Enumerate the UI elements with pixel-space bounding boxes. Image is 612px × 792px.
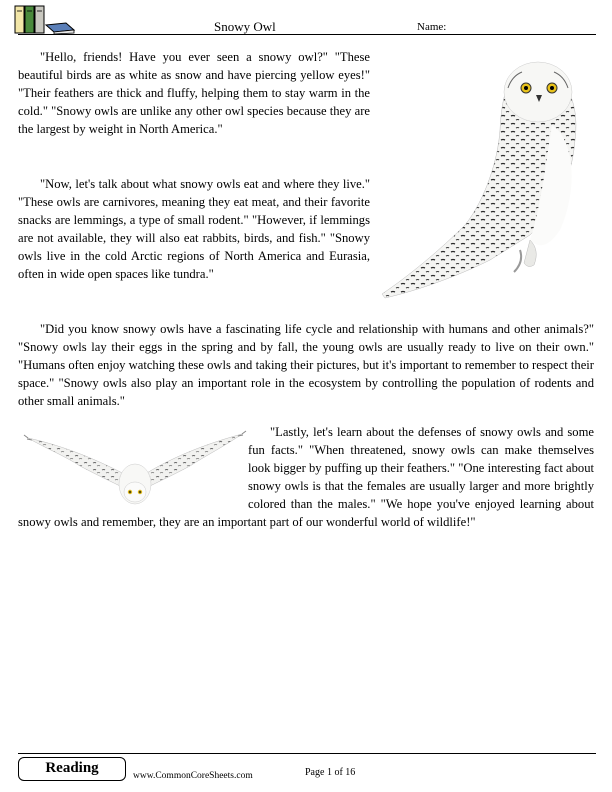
perched-snowy-owl-image <box>380 50 598 300</box>
books-logo-icon <box>14 5 76 35</box>
flying-snowy-owl-image <box>20 426 248 508</box>
header-divider <box>18 34 596 35</box>
page-title: Snowy Owl <box>214 19 276 34</box>
subject-badge: Reading <box>18 757 126 781</box>
footer-divider <box>18 753 596 754</box>
site-url: www.CommonCoreSheets.com <box>133 771 253 781</box>
paragraph-intro: "Hello, friends! Have you ever seen a snowy owl?" "These beautiful birds are as white as snow and have piercing yellow eyes!" "Their feathers are thick and fluffy, helping them to stay warm in the cold." "Snowy owls are unlike any other owl species because they are the largest by weight in North America." <box>18 50 370 136</box>
page-number: Page 1 of 16 <box>305 767 356 778</box>
page-header <box>0 0 612 40</box>
paragraph-life-cycle: "Did you know snowy owls have a fascinating life cycle and relationship with humans and other animals?" "Snowy owls lay their eggs in the spring and by fall, the young owls are usually ready to live on their own." "Humans often enjoy watching these owls and taking their pictures, but it's important to remember to respect their space." "Snowy owls also play an important role in the ecosystem by controlling the population of rodents and other small animals." <box>18 322 594 408</box>
paragraph-diet-habitat: "Now, let's talk about what snowy owls eat and where they live." "These owls are carnivores, meaning they eat meat, and their favorite snacks are lemmings, a type of small rodent." "However, if lemmings are not available, they will also eat rabbits, birds, and fish." "Snowy owls live in the cold Arctic regions of North America and Eurasia, often in wide open spaces like tundra." <box>18 177 370 281</box>
paragraph-defenses-text: "Lastly, let's learn about the defenses of snowy owls and some fun facts." "When threatened, snowy owls can make themselves look bigger by puffing up their feathers." "One interesting fact about snowy owls is that the females are usually larger and more brightly colored than the males." "We hope you've enjoyed learning about snowy owls and remember, they are an important part of our wonderful world of wildlife!" <box>18 425 594 529</box>
name-label: Name: <box>417 21 447 33</box>
